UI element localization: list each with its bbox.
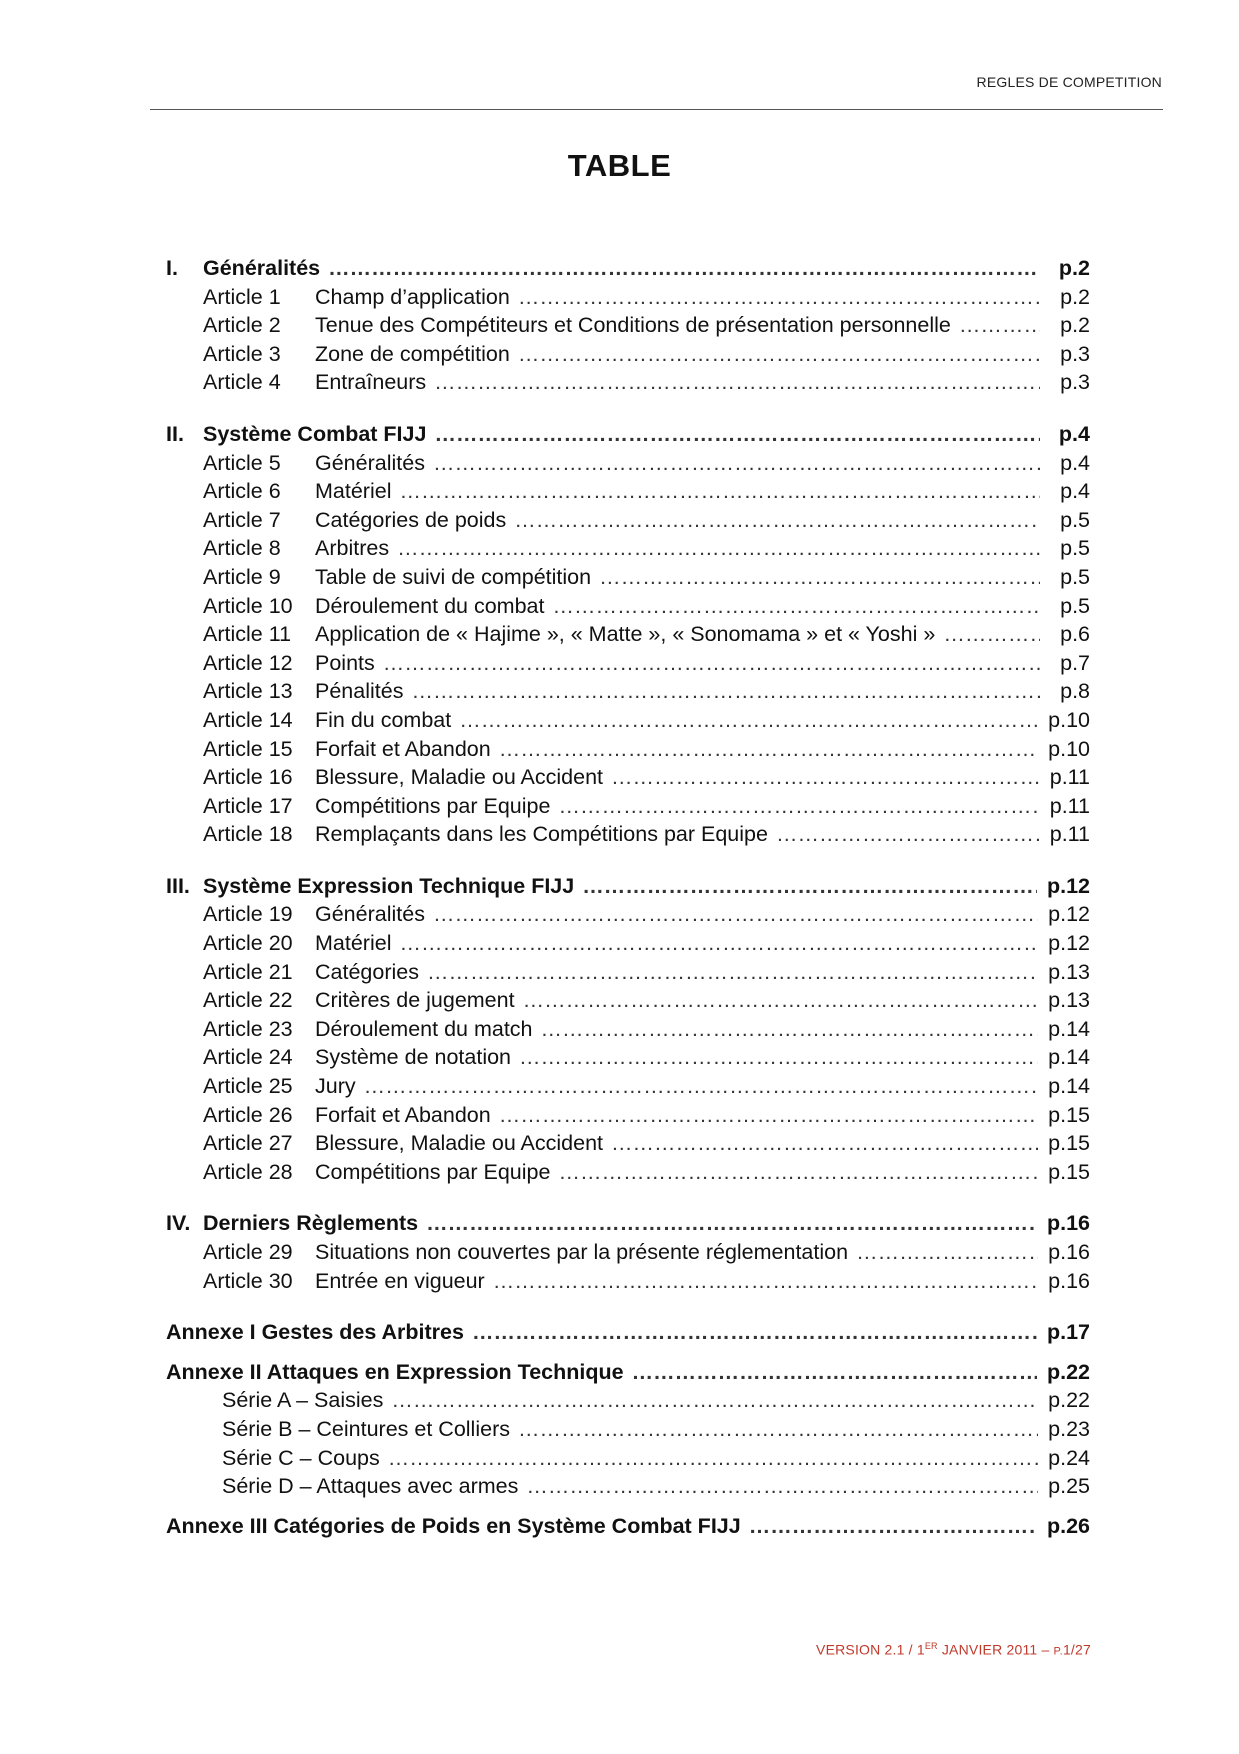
article-title: Champ d’application [315,284,510,309]
section-page: p.12 [1046,873,1090,898]
article-label: Article 19 [203,902,293,927]
article-title: Généralités [315,902,425,927]
article-page: p.5 [1060,507,1090,532]
article-title: Entraîneurs [315,370,427,395]
article-title: Matériel [315,479,392,504]
article-label: Article 27 [203,1131,293,1156]
article-page: p.6 [1060,622,1090,647]
toc-article-row[interactable] [166,508,1090,537]
running-header: REGLES DE COMPETITION [976,74,1162,90]
toc-article-row[interactable] [166,622,1090,651]
toc-article-row[interactable] [166,1240,1090,1269]
article-title: Catégories de poids [315,507,507,532]
article-page: p.4 [1060,450,1090,475]
dot-leader [611,1131,1038,1156]
dot-leader [433,451,1040,476]
annex-item-title: Série A – Saisies [222,1388,384,1413]
toc-article-row[interactable] [166,931,1090,960]
toc-article-row[interactable] [166,565,1090,594]
dot-leader [856,1240,1038,1265]
dot-leader [433,902,1038,927]
toc-annex-item-row[interactable] [166,1388,1090,1417]
toc-article-row[interactable] [166,451,1090,480]
article-page: p.5 [1060,536,1090,561]
toc-article-row[interactable] [166,1103,1090,1132]
dot-leader [499,737,1038,762]
dot-leader [328,256,1040,281]
article-page: p.14 [1048,1045,1090,1070]
section-title: Système Combat FIJJ [203,421,427,446]
article-label: Article 17 [203,793,293,818]
section-page: p.16 [1046,1211,1090,1236]
article-label: Article 9 [203,564,281,589]
dot-leader [558,794,1039,819]
dot-leader [397,536,1040,561]
article-page: p.16 [1048,1240,1090,1264]
toc-article-row[interactable] [166,960,1090,989]
article-label: Article 12 [203,650,293,675]
article-page: p.14 [1048,1074,1090,1099]
article-page: p.11 [1049,822,1090,847]
article-title: Compétitions par Equipe [315,793,551,818]
footer-sup: ER [924,1641,938,1651]
article-label: Article 20 [203,931,293,956]
section-title: Derniers Règlements [203,1211,419,1236]
article-title: Table de suivi de compétition [315,564,592,589]
article-label: Article 24 [203,1045,293,1070]
toc-annex-item-row[interactable] [166,1446,1090,1475]
article-title: Tenue des Compétiteurs et Conditions de présentation personnelle [315,313,951,338]
article-page: p.4 [1060,479,1090,504]
annex-item-title: Série C – Coups [222,1445,380,1470]
dot-leader [391,1388,1038,1413]
article-title: Zone de compétition [315,341,510,366]
article-label: Article 1 [203,284,281,309]
toc-section-row[interactable] [166,874,1090,903]
toc-article-row[interactable] [166,765,1090,794]
article-page: p.16 [1048,1268,1090,1293]
toc-article-row[interactable] [166,1160,1090,1189]
annex-title: Annexe III Catégories de Poids en Système Combat FIJJ [166,1513,741,1538]
dot-leader [399,479,1040,504]
article-label: Article 2 [203,313,281,338]
toc-article-row[interactable] [166,708,1090,737]
article-title: Généralités [315,450,425,475]
article-page: p.7 [1060,650,1090,675]
toc-article-row[interactable] [166,536,1090,565]
dot-leader [632,1360,1037,1385]
toc-section [166,1211,1090,1297]
dot-leader [552,594,1040,619]
toc-annex [166,1360,1090,1503]
page-footer [816,1641,1091,1658]
article-label: Article 14 [203,707,293,732]
article-page: p.15 [1048,1102,1090,1127]
annex-item-page: p.25 [1048,1474,1090,1499]
toc-annex-row[interactable] [166,1320,1090,1349]
article-title: Blessure, Maladie ou Accident [315,1131,604,1156]
toc-section [166,874,1090,1189]
dot-leader [526,1474,1038,1499]
article-page: p.10 [1048,736,1090,761]
toc-article-row[interactable] [166,737,1090,766]
dot-leader [399,931,1038,956]
section-number: IV. [166,1211,191,1236]
footer-page-number: 1/27 [1062,1641,1091,1658]
dot-leader [519,1045,1038,1070]
dot-leader [514,508,1040,533]
toc-article-row[interactable] [166,1269,1090,1298]
article-title: Forfait et Abandon [315,1102,491,1127]
dot-leader [518,342,1040,367]
article-title: Points [315,650,375,675]
annex-title: Annexe I Gestes des Arbitres [166,1320,464,1345]
article-page: p.8 [1060,679,1090,704]
article-label: Article 13 [203,679,293,704]
article-label: Article 30 [203,1268,293,1293]
article-title: Blessure, Maladie ou Accident [315,765,604,790]
article-label: Article 6 [203,479,281,504]
article-title: Forfait et Abandon [315,736,491,761]
article-title: Jury [315,1074,356,1099]
article-title: Arbitres [315,536,390,561]
article-title: Compétitions par Equipe [315,1159,551,1184]
section-title: Généralités [203,256,321,280]
footer-date: JANVIER 2011 – [937,1641,1054,1658]
article-label: Article 15 [203,736,293,761]
article-label: Article 16 [203,765,293,790]
toc-article-row[interactable] [166,1045,1090,1074]
article-title: Système de notation [315,1045,512,1070]
annex-item-page: p.23 [1048,1416,1090,1441]
annex-title: Annexe II Attaques en Expression Technique [166,1359,624,1384]
article-label: Article 29 [203,1240,293,1264]
article-label: Article 26 [203,1102,293,1127]
dot-leader [364,1074,1039,1099]
article-label: Article 3 [203,341,281,366]
article-page: p.14 [1048,1016,1090,1041]
annex-page: p.26 [1046,1513,1090,1538]
dot-leader [426,1211,1037,1236]
dot-leader [611,765,1040,790]
article-title: Application de « Hajime », « Matte », « Sonomama » et « Yoshi » [315,622,936,647]
dot-leader [959,313,1040,338]
annex-item-page: p.22 [1048,1388,1090,1413]
toc-article-row[interactable] [166,651,1090,680]
toc-article-row[interactable] [166,313,1090,342]
article-page: p.11 [1049,793,1090,818]
toc-section [166,422,1090,851]
article-title: Critères de jugement [315,988,515,1013]
toc-article-row[interactable] [166,902,1090,931]
toc-article-row[interactable] [166,988,1090,1017]
toc-annex [166,1320,1090,1349]
dot-leader [518,285,1040,310]
toc-article-row[interactable] [166,1074,1090,1103]
header-rule [150,109,1163,110]
article-page: p.13 [1048,959,1090,984]
dot-leader [749,1514,1037,1539]
article-title: Remplaçants dans les Compétitions par Equipe [315,822,768,847]
article-page: p.15 [1048,1131,1090,1156]
annex-page: p.17 [1046,1320,1090,1345]
dot-leader [493,1269,1038,1294]
section-number: II. [166,421,184,446]
article-page: p.5 [1060,564,1090,589]
toc-annex-item-row[interactable] [166,1474,1090,1503]
toc-article-row[interactable] [166,1131,1090,1160]
toc-article-row[interactable] [166,1017,1090,1046]
toc-section-row[interactable] [166,256,1090,285]
article-page: p.2 [1060,284,1090,309]
article-label: Article 22 [203,988,293,1013]
dot-leader [434,422,1040,447]
dot-leader [411,679,1040,704]
toc-annex [166,1514,1090,1543]
article-page: p.11 [1049,765,1090,790]
article-label: Article 10 [203,593,293,618]
article-label: Article 5 [203,450,281,475]
toc-annex-row[interactable] [166,1360,1090,1389]
article-page: p.2 [1060,313,1090,338]
table-of-contents [166,256,1090,1553]
dot-leader [582,874,1037,899]
page-title: TABLE [567,148,672,183]
section-page: p.2 [1058,256,1090,280]
article-label: Article 28 [203,1159,293,1184]
toc-article-row[interactable] [166,370,1090,399]
article-title: Situations non couvertes par la présente réglementation [315,1240,849,1264]
article-page: p.15 [1048,1159,1090,1184]
section-number: I. [166,256,178,280]
footer-page-prefix: P. [1053,1645,1063,1658]
toc-annex-item-row[interactable] [166,1417,1090,1446]
section-title: Système Expression Technique FIJJ [203,873,575,898]
annex-item-title: Série B – Ceintures et Colliers [222,1416,510,1441]
article-title: Déroulement du combat [315,593,545,618]
dot-leader [472,1320,1037,1345]
article-label: Article 21 [203,959,293,984]
toc-section [166,256,1090,399]
article-page: p.12 [1048,902,1090,927]
article-page: p.12 [1048,931,1090,956]
article-page: p.5 [1060,593,1090,618]
toc-article-row[interactable] [166,679,1090,708]
toc-annex-row[interactable] [166,1514,1090,1543]
dot-leader [427,960,1038,985]
article-page: p.3 [1060,341,1090,366]
dot-leader [434,370,1040,395]
annex-item-page: p.24 [1048,1445,1090,1470]
toc-section-row[interactable] [166,1211,1090,1240]
article-label: Article 4 [203,370,281,395]
article-label: Article 11 [203,622,292,647]
annex-page: p.22 [1046,1359,1090,1384]
toc-article-row[interactable] [166,594,1090,623]
dot-leader [943,622,1040,647]
dot-leader [558,1160,1038,1185]
toc-article-row[interactable] [166,822,1090,851]
dot-leader [776,822,1040,847]
toc-article-row[interactable] [166,342,1090,371]
article-page: p.13 [1048,988,1090,1013]
article-title: Pénalités [315,679,404,704]
article-label: Article 7 [203,507,281,532]
article-label: Article 18 [203,822,293,847]
article-page: p.10 [1048,707,1090,732]
toc-article-row[interactable] [166,794,1090,823]
section-number: III. [166,873,190,898]
toc-section-row[interactable] [166,422,1090,451]
dot-leader [499,1103,1038,1128]
toc-article-row[interactable] [166,479,1090,508]
footer-version: VERSION 2.1 / 1 [816,1641,925,1658]
article-title: Catégories [315,959,419,984]
dot-leader [383,651,1040,676]
section-page: p.4 [1058,421,1090,446]
dot-leader [541,1017,1039,1042]
dot-leader [388,1446,1038,1471]
article-page: p.3 [1060,370,1090,395]
article-title: Déroulement du match [315,1016,533,1041]
article-label: Article 25 [203,1074,293,1099]
dot-leader [459,708,1038,733]
toc-article-row[interactable] [166,285,1090,314]
article-title: Matériel [315,931,392,956]
article-label: Article 23 [203,1016,293,1041]
dot-leader [518,1417,1038,1442]
dot-leader [599,565,1040,590]
dot-leader [523,988,1039,1013]
article-title: Fin du combat [315,707,452,732]
article-title: Entrée en vigueur [315,1268,485,1293]
article-label: Article 8 [203,536,281,561]
annex-item-title: Série D – Attaques avec armes [222,1474,519,1499]
